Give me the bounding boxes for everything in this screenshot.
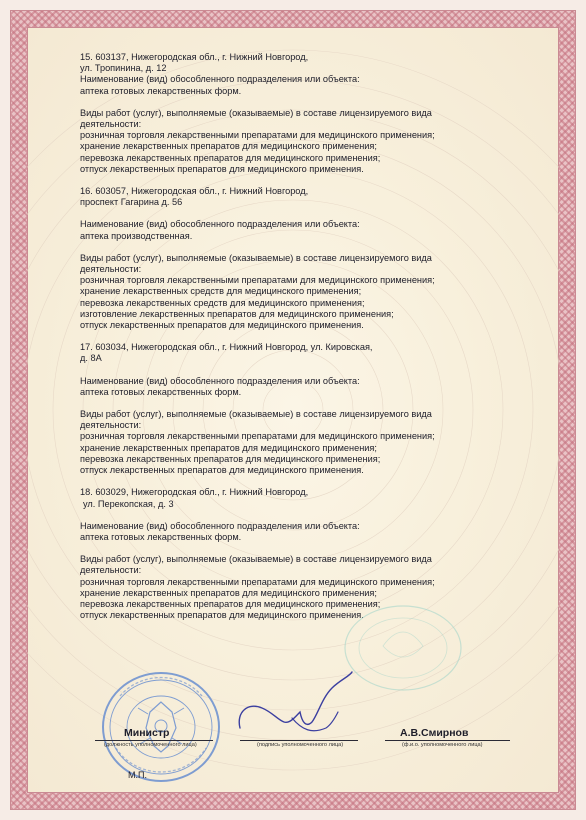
handwritten-signature — [232, 668, 362, 748]
entry-works-heading: Виды работ (услуг), выполняемые (оказываемые) в составе лицензируемого вида — [80, 107, 432, 118]
entry-works-heading: деятельности: — [80, 565, 142, 576]
entry-work-item: хранение лекарственных препаратов для медицинского применения; — [80, 141, 377, 152]
entry-address: д. 8А — [80, 353, 102, 364]
entry-work-item: розничная торговля лекарственными препаратами для медицинского применения; — [80, 130, 435, 141]
entry-work-item: отпуск лекарственных препаратов для медицинского применения. — [80, 465, 364, 476]
entry-works-heading: деятельности: — [80, 264, 142, 275]
entry-15 — [80, 52, 520, 175]
entry-works-heading: деятельности: — [80, 119, 142, 130]
entry-work-item: отпуск лекарственных препаратов для медицинского применения. — [80, 320, 364, 331]
entry-name-value: аптека производственная. — [80, 230, 193, 241]
entry-work-item: хранение лекарственных препаратов для медицинского применения; — [80, 442, 377, 453]
entry-name-heading: Наименование (вид) обособленного подразделения или объекта: — [80, 74, 360, 85]
entry-work-item: хранение лекарственных препаратов для медицинского применения; — [80, 587, 377, 598]
entry-work-item: перевозка лекарственных средств для медицинского применения; — [80, 297, 365, 308]
entry-address: 16. 603057, Нижегородская обл., г. Нижний Новгород, — [80, 186, 309, 197]
entry-name-heading: Наименование (вид) обособленного подразделения или объекта: — [80, 520, 360, 531]
position-caption: (должность уполномоченного лица) — [104, 742, 197, 748]
entry-name-value: аптека готовых лекарственных форм. — [80, 85, 242, 96]
entry-work-item: отпуск лекарственных препаратов для медицинского применения. — [80, 163, 364, 174]
entry-name-value: аптека готовых лекарственных форм. — [80, 531, 242, 542]
signature-caption: (подпись уполномоченного лица) — [257, 742, 344, 748]
entry-works-heading: Виды работ (услуг), выполняемые (оказываемые) в составе лицензируемого вида — [80, 409, 432, 420]
entry-work-item: розничная торговля лекарственными препаратами для медицинского применения; — [80, 576, 435, 587]
entry-work-item: розничная торговля лекарственными препаратами для медицинского применения; — [80, 431, 435, 442]
entry-address: 18. 603029, Нижегородская обл., г. Нижний Новгород, — [80, 487, 309, 498]
stamp-place-label: М.П. — [128, 770, 147, 780]
signatory-name: А.В.Смирнов — [400, 727, 469, 739]
entry-works-heading: Виды работ (услуг), выполняемые (оказываемые) в составе лицензируемого вида — [80, 252, 432, 263]
entry-work-item: розничная торговля лекарственными препаратами для медицинского применения; — [80, 275, 435, 286]
appendix-text — [80, 52, 520, 621]
entry-work-item: отпуск лекарственных препаратов для медицинского применения. — [80, 610, 364, 621]
entry-address: проспект Гагарина д. 56 — [80, 197, 183, 208]
entry-16 — [80, 186, 520, 331]
entry-work-item: изготовление лекарственных препаратов для медицинского применения; — [80, 308, 394, 319]
entry-17 — [80, 342, 520, 476]
name-caption: (ф.и.о. уполномоченного лица) — [402, 742, 483, 748]
entry-address: ул. Перекопская, д. 3 — [83, 498, 174, 509]
entry-work-item: перевозка лекарственных препаратов для медицинского применения; — [80, 152, 381, 163]
entry-works-heading: деятельности: — [80, 420, 142, 431]
entry-address: 15. 603137, Нижегородская обл., г. Нижний Новгород, — [80, 52, 309, 62]
entry-work-item: хранение лекарственных средств для медицинского применения; — [80, 286, 362, 297]
official-stamp — [98, 668, 224, 786]
signatory-position: Министр — [124, 727, 170, 739]
entry-address: ул. Тропинина, д. 12 — [80, 63, 167, 74]
entry-work-item: перевозка лекарственных препаратов для медицинского применения; — [80, 453, 381, 464]
entry-address: 17. 603034, Нижегородская обл., г. Нижний Новгород, ул. Кировская, — [80, 342, 373, 353]
entry-name-heading: Наименование (вид) обособленного подразделения или объекта: — [80, 375, 360, 386]
entry-name-value: аптека готовых лекарственных форм. — [80, 386, 242, 397]
entry-works-heading: Виды работ (услуг), выполняемые (оказываемые) в составе лицензируемого вида — [80, 554, 432, 565]
entry-name-heading: Наименование (вид) обособленного подразделения или объекта: — [80, 219, 360, 230]
entry-work-item: перевозка лекарственных препаратов для медицинского применения; — [80, 598, 381, 609]
